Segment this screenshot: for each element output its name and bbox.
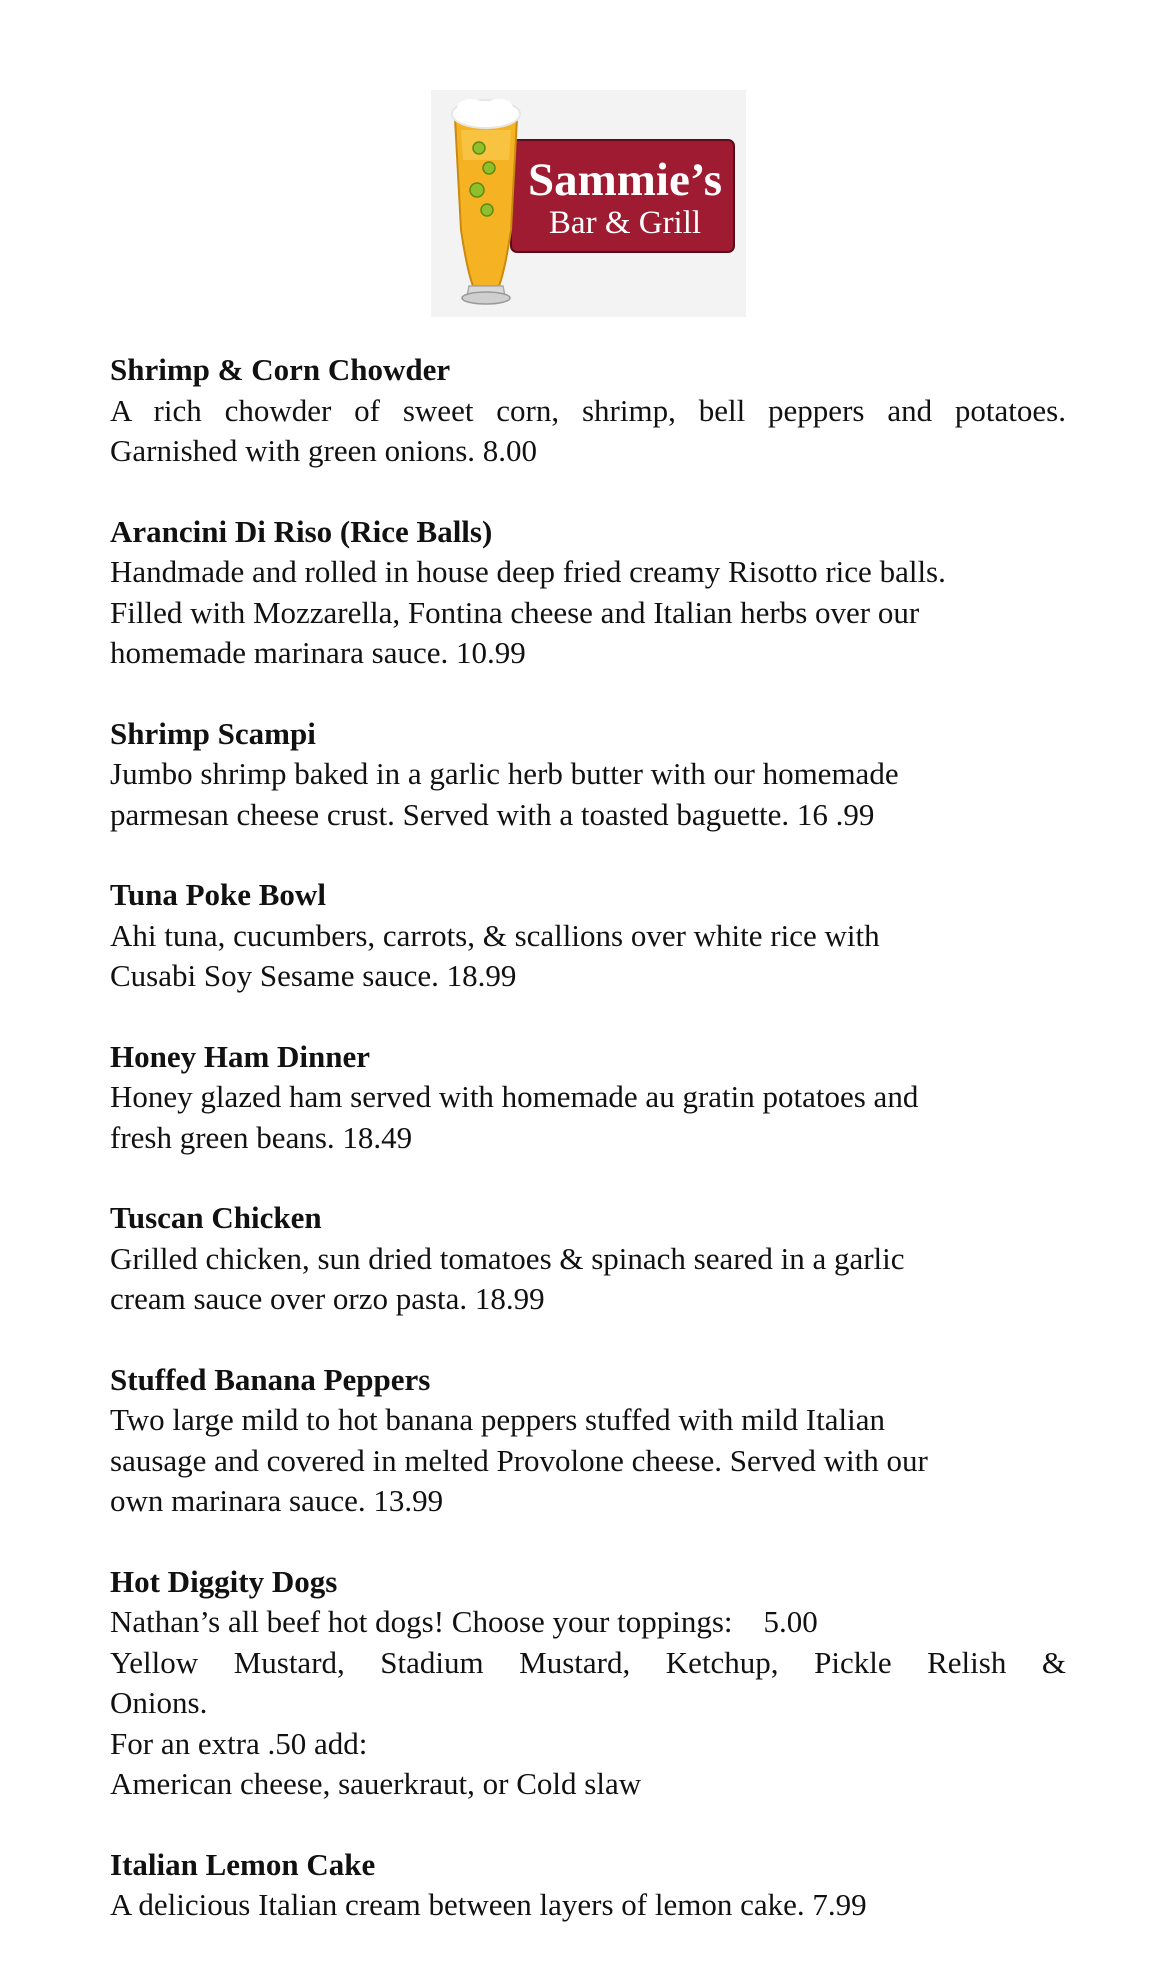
logo-graphic xyxy=(431,90,746,317)
menu-item xyxy=(110,1562,1066,1805)
beer-glass-icon xyxy=(452,99,520,304)
menu-item-description: homemade marinara sauce. 10.99 xyxy=(110,635,526,670)
menu-item-description: parmesan cheese crust. Served with a toasted baguette. 16 .99 xyxy=(110,796,875,832)
menu-item xyxy=(110,512,1066,674)
menu-item-description: Cusabi Soy Sesame sauce. 18.99 xyxy=(110,958,517,993)
menu-item-description: Nathan’s all beef hot dogs! Choose your toppings: 5.00 xyxy=(110,1604,818,1639)
menu-list xyxy=(110,350,1066,1966)
restaurant-logo xyxy=(431,90,746,317)
menu-item-description: Filled with Mozzarella, Fontina cheese and Italian herbs over our xyxy=(110,594,920,630)
menu-item-description: Jumbo shrimp baked in a garlic herb butter with our homemade xyxy=(110,756,899,791)
menu-item-description: Yellow Mustard, Stadium Mustard, Ketchup, Pickle Relish & xyxy=(110,1644,1066,1680)
menu-item-name: Shrimp Scampi xyxy=(110,715,316,751)
menu-item-description: Handmade and rolled in house deep fried creamy Risotto rice balls. xyxy=(110,554,946,589)
menu-item-description: A rich chowder of sweet corn, shrimp, bell peppers and potatoes. xyxy=(110,392,1066,428)
menu-item-name: Tuscan Chicken xyxy=(110,1200,322,1235)
menu-item-name: Italian Lemon Cake xyxy=(110,1846,376,1882)
menu-item-description: A delicious Italian cream between layers of lemon cake. 7.99 xyxy=(110,1887,867,1922)
menu-item-name: Stuffed Banana Peppers xyxy=(110,1361,431,1397)
menu-item-description: own marinara sauce. 13.99 xyxy=(110,1483,444,1518)
menu-item-description: fresh green beans. 18.49 xyxy=(110,1119,413,1155)
menu-item xyxy=(110,875,1066,997)
menu-item xyxy=(110,1037,1066,1159)
logo-name: Sammie’s xyxy=(527,154,723,206)
menu-item-description: American cheese, sauerkraut, or Cold slaw xyxy=(110,1766,642,1801)
menu-item xyxy=(110,350,1066,472)
menu-item xyxy=(110,714,1066,836)
menu-item-description: Garnished with green onions. 8.00 xyxy=(110,433,538,468)
menu-item-description: Onions. xyxy=(110,1685,208,1720)
menu-item-description: Honey glazed ham served with homemade au gratin potatoes and xyxy=(110,1079,919,1114)
menu-item-description: sausage and covered in melted Provolone cheese. Served with our xyxy=(110,1442,928,1478)
menu-item-name: Honey Ham Dinner xyxy=(110,1038,371,1074)
menu-item-description: Grilled chicken, sun dried tomatoes & spinach seared in a garlic xyxy=(110,1240,905,1276)
menu-item xyxy=(110,1198,1066,1320)
menu-item-description: cream sauce over orzo pasta. 18.99 xyxy=(110,1281,545,1316)
menu-item-name: Tuna Poke Bowl xyxy=(110,877,326,912)
menu-item xyxy=(110,1360,1066,1522)
menu-item-name: Arancini Di Riso (Rice Balls) xyxy=(110,513,493,549)
logo-tagline: Bar & Grill xyxy=(548,205,702,241)
menu-item-description: For an extra .50 add: xyxy=(110,1725,368,1761)
menu-item-name: Hot Diggity Dogs xyxy=(110,1563,338,1599)
menu-item-description: Two large mild to hot banana peppers stuffed with mild Italian xyxy=(110,1402,885,1437)
menu-item xyxy=(110,1845,1066,1926)
menu-item-name: Shrimp & Corn Chowder xyxy=(110,352,451,387)
menu-item-description: Ahi tuna, cucumbers, carrots, & scallions over white rice with xyxy=(110,917,880,953)
